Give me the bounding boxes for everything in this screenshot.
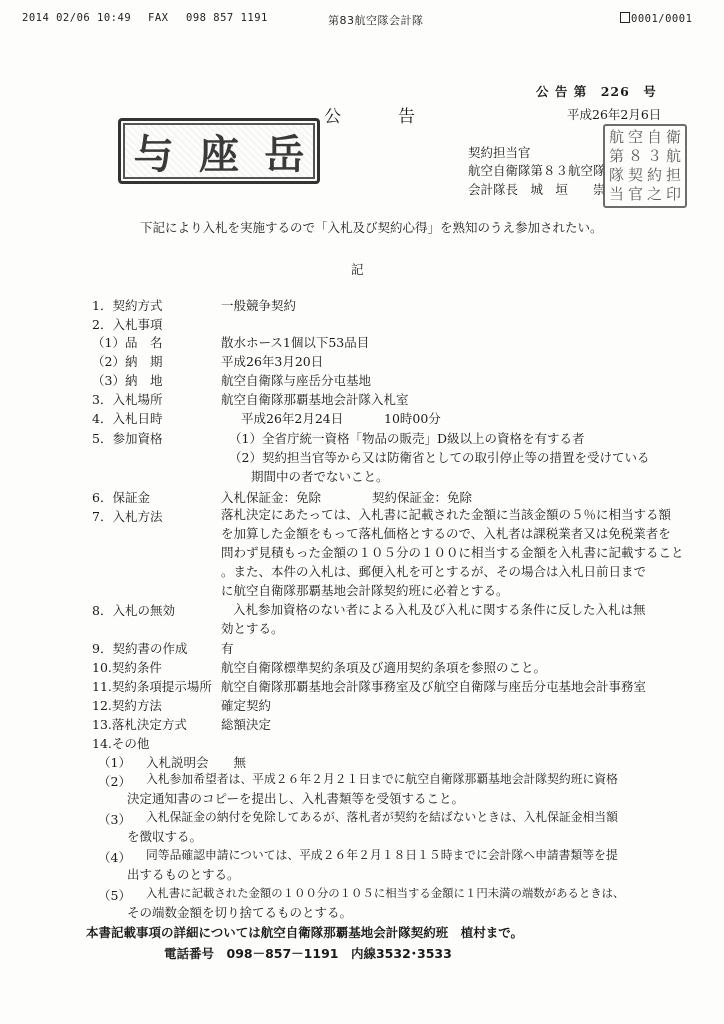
item-8-line-1: 入札参加資格のない者による入札及び入札に関する条件に反した入札は無 [233, 602, 646, 617]
intro-text: 下記により入札を実施するので「入札及び契約心得」を熟知のうえ参加されたい。 [140, 220, 603, 235]
yozadake-stamp [118, 118, 320, 184]
official-seal [603, 124, 687, 208]
title-left: 公 [324, 107, 343, 127]
item-2c-value: 航空自衛隊与座岳分屯基地 [221, 373, 372, 388]
seal-char: 契 [627, 166, 643, 184]
seal-char: 隊 [608, 166, 624, 184]
other-4-line-1: 同等品確認申請については、平成２６年２月１８日１５時までに会計隊へ申請書類等を提 [146, 848, 618, 862]
notice-date: 平成26年2月6日 [567, 107, 662, 122]
fax-datetime: 2014 02/06 10:49 [22, 12, 132, 24]
seal-char: 空 [627, 128, 643, 146]
fax-page-icon [620, 12, 630, 23]
item-13-label: 13.落札決定方式 [92, 717, 187, 732]
item-2b-label: （2）納 期 [92, 354, 163, 369]
other-4-num: （4） [98, 850, 131, 865]
item-5-label: 5．参加資格 [92, 431, 163, 446]
item-4-time: 10時00分 [384, 411, 441, 426]
seal-char: ８ [627, 147, 643, 165]
seal-char: 衛 [665, 128, 681, 146]
item-10-label: 10.契約条件 [92, 660, 162, 675]
item-7-line-1: 落札決定にあたっては、入札書に記載された金額に当該金額の５％に相当する額 [221, 507, 672, 522]
seal-char: 航 [608, 128, 624, 146]
item-9-value: 有 [221, 641, 234, 656]
item-1-label: 1．契約方式 [92, 298, 163, 313]
other-5-line-2: その端数金額を切り捨てるものとする。 [127, 905, 353, 920]
item-7-line-2: を加算した金額をもって落札価格とするので、入札者は課税業者又は免税業者を [221, 526, 671, 541]
other-3-line-1: 入札保証金の納付を免除してあるが、落札者が契約を結ばないときは、入札保証金相当額 [146, 810, 618, 824]
item-2c-label: （3）納 地 [92, 373, 163, 388]
item-7-label: 7．入札方法 [92, 509, 163, 524]
seal-char: 担 [665, 166, 681, 184]
issuer-role: 契約担当官 [468, 145, 531, 160]
other-3-line-2: を徴収する。 [127, 829, 203, 844]
other-1-num: （1） [98, 755, 131, 770]
stamp-char-1: 与 [133, 131, 174, 178]
other-2-num: （2） [98, 774, 131, 789]
item-6-b: 契約保証金：免除 [372, 490, 473, 505]
item-1-value: 一般競争契約 [221, 298, 297, 313]
notice-number: 公 告 第 226 号 [536, 84, 657, 99]
other-5-num: （5） [98, 888, 131, 903]
item-4-label: 4．入札日時 [92, 411, 163, 426]
item-2b-value: 平成26年3月20日 [221, 354, 324, 369]
item-8-label: 8．入札の無効 [92, 603, 175, 618]
item-7-line-4: 。また、本件の入札は、郵便入札を可とするが、その場合は入札日前日まで [221, 564, 647, 579]
seal-char: 自 [646, 128, 662, 146]
item-4-date: 平成26年2月24日 [241, 411, 344, 426]
seal-char: 当 [608, 185, 624, 203]
item-2-label: 2．入札事項 [92, 317, 163, 332]
seal-char: 第 [608, 147, 624, 165]
issuer-unit: 航空自衛隊第８３航空隊 [468, 163, 606, 178]
item-3-value: 航空自衛隊那覇基地会計隊入札室 [221, 392, 409, 407]
stamp-char-2: 座 [198, 131, 239, 178]
stamp-char-3: 岳 [264, 131, 305, 178]
item-6-a: 入札保証金：免除 [221, 490, 322, 505]
fax-page [620, 12, 692, 25]
item-3-label: 3．入札場所 [92, 392, 163, 407]
item-5-1: （1）全省庁統一資格「物品の販売」D級以上の資格を有する者 [229, 431, 585, 446]
title-right: 告 [398, 107, 417, 127]
seal-char: 約 [646, 166, 662, 184]
issuer-name: 会計隊長 城 垣 崇 [468, 182, 606, 197]
seal-char: 航 [665, 147, 681, 165]
item-7-line-5: に航空自衛隊那覇基地会計隊契約班に必着とする。 [221, 583, 509, 598]
item-2a-label: （1）品 名 [92, 335, 163, 350]
item-5-2a: （2）契約担当官等から又は防衛省としての取引停止等の措置を受けている [229, 450, 650, 465]
other-1-text: 入札説明会 無 [146, 755, 247, 770]
seal-char: 印 [665, 185, 681, 203]
fax-label: FAX [148, 12, 169, 24]
item-12-value: 確定契約 [221, 698, 272, 713]
item-13-value: 総額決定 [221, 717, 272, 732]
other-2-line-2: 決定通知書のコピーを提出し、入札書類等を受領すること。 [127, 791, 465, 806]
fax-sender: 第83航空隊会計隊 [328, 14, 424, 27]
item-5-2b: 期間中の者でないこと。 [251, 469, 389, 484]
footer-contact: 本書記載事項の詳細については航空自衛隊那覇基地会計隊契約班 植村まで。 [86, 925, 524, 940]
other-2-line-1: 入札参加希望者は、平成２６年２月２１日までに航空自衛隊那覇基地会計隊契約班に資格 [146, 772, 618, 786]
other-5-line-1: 入札書に記載された金額の１００分の１０５に相当する金額に１円未満の端数があるときは、 [146, 886, 625, 900]
item-2a-value: 散水ホース1個以下53品目 [221, 335, 370, 350]
seal-char: 官 [627, 185, 643, 203]
fax-number: 098 857 1191 [186, 12, 268, 24]
other-3-num: （3） [98, 812, 131, 827]
fax-page-count: 0001/0001 [631, 13, 693, 25]
item-7-line-3: 問わず見積もった金額の１０５分の１００に相当する金額を入札書に記載すること [221, 545, 684, 560]
footer-phone: 電話番号 098－857－1191 内線3532･3533 [164, 946, 452, 961]
item-11-label: 11.契約条項提示場所 [92, 679, 212, 694]
item-11-value: 航空自衛隊那覇基地会計隊事務室及び航空自衛隊与座岳分屯基地会計事務室 [221, 679, 647, 694]
seal-char: 之 [646, 185, 662, 203]
item-12-label: 12.契約方法 [92, 698, 162, 713]
item-10-value: 航空自衛隊標準契約条項及び適用契約条項を参照のこと。 [221, 660, 547, 675]
seal-char: ３ [646, 147, 662, 165]
other-4-line-2: 出するものとする。 [127, 867, 240, 882]
item-14-label: 14.その他 [92, 736, 150, 751]
item-8-line-2: 効とする。 [221, 621, 284, 636]
ki-heading: 記 [351, 262, 364, 277]
item-9-label: 9．契約書の作成 [92, 641, 188, 656]
item-6-label: 6．保証金 [92, 490, 150, 505]
